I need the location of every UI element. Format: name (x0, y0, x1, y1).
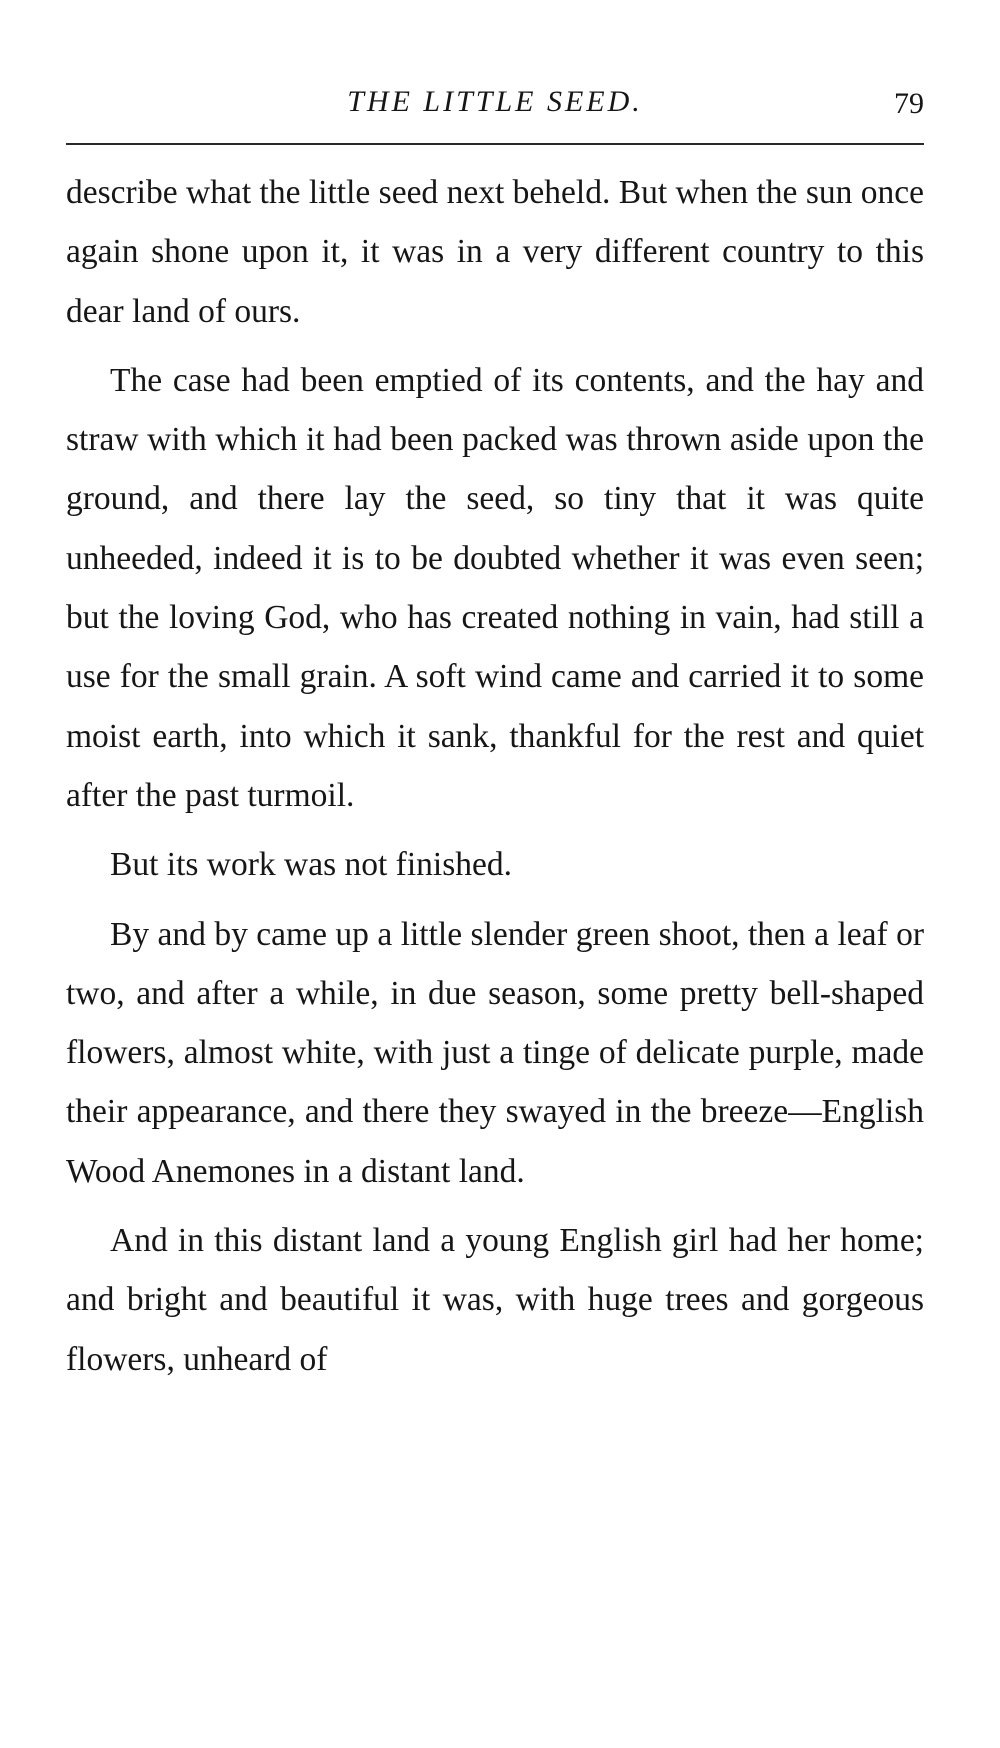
body-text (66, 163, 924, 1389)
paragraph: The case had been emptied of its contents, and the hay and straw with which it had been packed was thrown aside upon the ground, and there lay the seed, so tiny that it was quite unheeded, indeed it is to be doubted whether it was even seen; but the loving God, who has created nothing in vain, had still a use for the small grain. A soft wind came and carried it to some moist earth, into which it sank, thankful for the rest and quiet after the past turmoil. (66, 361, 924, 814)
header-rule (66, 143, 924, 145)
page-number: 79 (894, 87, 924, 120)
paragraph: But its work was not finished. (110, 846, 512, 884)
running-head (66, 84, 924, 124)
paragraph-continuation: describe what the little seed next beheld. But when the sun once again shone upon it, it was in a very different country to this dear land of ours. (66, 174, 924, 330)
paragraph: And in this distant land a young English girl had her home; and bright and beautiful it was, with huge trees and gorgeous flowers, unheard of (66, 1222, 924, 1378)
paragraph: By and by came up a little slender green shoot, then a leaf or two, and after a while, in due season, some pretty bell-shaped flowers, almost white, with just a tinge of delicate purple, made their appearance, and there they swayed in the breeze—English Wood Anemones in a distant land. (66, 915, 924, 1190)
running-title: THE LITTLE SEED. (347, 85, 643, 118)
